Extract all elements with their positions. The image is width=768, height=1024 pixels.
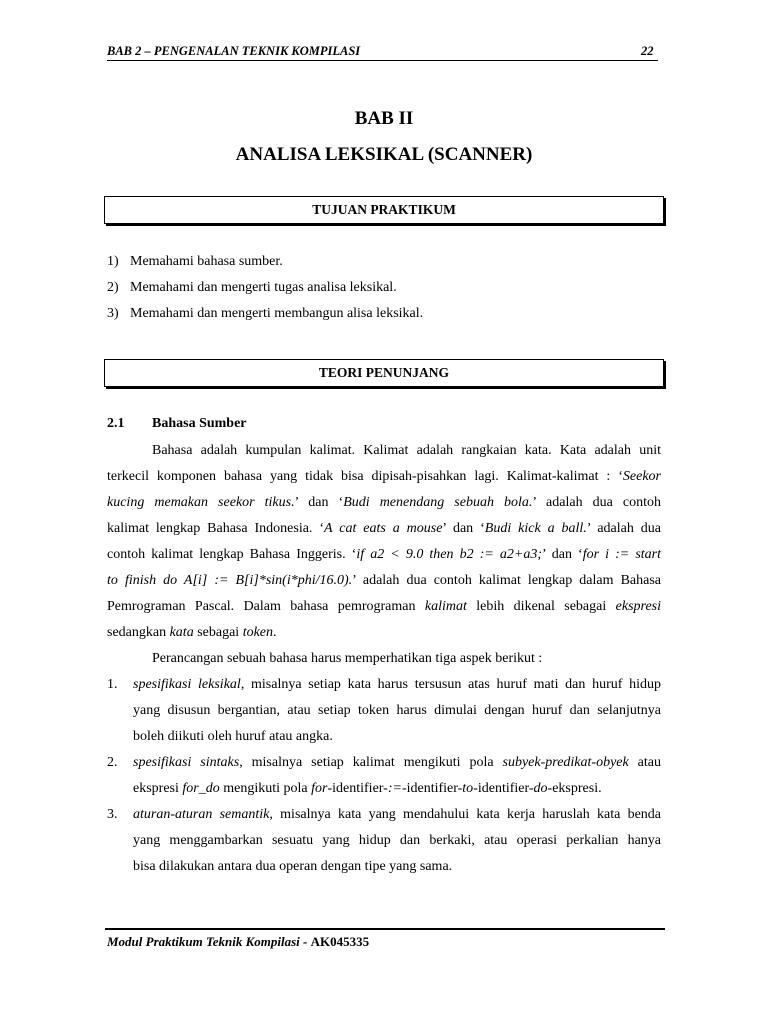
objective-item: [107, 306, 423, 322]
paragraph-line: terkecil komponen bahasa yang tidak bisa dipisah-pisahkan lagi. Kalimat-kalimat : ‘Seekor: [107, 469, 661, 484]
paragraph-line: Pemrograman Pascal. Dalam bahasa pemrograman kalimat lebih dikenal sebagai ekspresi: [107, 599, 662, 614]
paragraph-line: to finish do A[i] := B[i]*sin(i*phi/16.0).’ adalah dua contoh kalimat lengkap dalam Bahasa: [107, 573, 661, 588]
aspect-line: spesifikasi leksikal, misalnya setiap kata harus tersusun atas huruf mati dan huruf hidup: [133, 677, 662, 692]
teori-penunjang-heading: TEORI PENUNJANG: [318, 365, 450, 380]
aspect-number: 1.: [107, 677, 118, 692]
aspect-line: ekspresi for_do mengikuti pola for-identifier-:=-identifier-to-identifier-do-ekspresi.: [133, 781, 602, 796]
objective-text: Memahami bahasa sumber.: [130, 254, 283, 269]
objective-number: 1): [107, 254, 119, 269]
objective-number: 3): [107, 306, 119, 321]
aspect-list: [107, 672, 661, 880]
chapter-number: BAB II: [354, 108, 414, 129]
running-header-chapter: BAB 2 – PENGENALAN TEKNIK KOMPILASI: [107, 44, 361, 58]
footer-code: AK045335: [310, 934, 370, 949]
aspect-line: boleh diikuti oleh huruf atau angka.: [133, 729, 333, 744]
aspect-line: spesifikasi sintaks, misalnya setiap kalimat mengikuti pola subyek-predikat-obyek atau: [133, 755, 661, 770]
header-rule: [107, 60, 658, 61]
paragraph-line: kalimat lengkap Bahasa Indonesia. ‘A cat eats a mouse’ dan ‘Budi kick a ball.’ adalah dua: [107, 521, 661, 536]
objective-item: [107, 254, 283, 270]
footer-rule: [105, 928, 665, 930]
aspect-line: bisa dilakukan antara dua operan dengan tipe yang sama.: [133, 859, 453, 874]
chapter-title: ANALISA LEKSIKAL (SCANNER): [235, 144, 533, 165]
aspect-line: yang menggambarkan sesuatu yang hidup dan berkaki, atau operasi perkalian hanya: [133, 833, 661, 848]
teori-penunjang-box: [104, 359, 664, 387]
aspect-item-sintaks: [107, 750, 661, 802]
paragraph-line: contoh kalimat lengkap Bahasa Inggeris. ‘if a2 < 9.0 then b2 := a2+a3;’ dan ‘for i := start: [107, 547, 661, 562]
tujuan-praktikum-box: [104, 196, 664, 224]
page-number: 22: [641, 44, 654, 58]
paragraph-bahasa-sumber: [107, 438, 661, 672]
aspect-number: 3.: [107, 807, 118, 822]
objective-text: Memahami dan mengerti membangun alisa leksikal.: [130, 306, 424, 321]
paragraph-line: Bahasa adalah kumpulan kalimat. Kalimat adalah rangkaian kata. Kata adalah unit: [152, 443, 661, 458]
aspect-item-semantik: [107, 802, 661, 880]
objective-number: 2): [107, 280, 119, 295]
tujuan-praktikum-heading: TUJUAN PRAKTIKUM: [312, 202, 456, 217]
objective-text: Memahami dan mengerti tugas analisa leksikal.: [130, 280, 397, 295]
running-footer: [107, 934, 369, 950]
aspect-number: 2.: [107, 755, 118, 770]
paragraph-line: kucing memakan seekor tikus.’ dan ‘Budi menendang sebuah bola.’ adalah dua contoh: [107, 495, 662, 510]
section-title: Bahasa Sumber: [152, 416, 247, 431]
paragraph-line: Perancangan sebuah bahasa harus memperhatikan tiga aspek berikut :: [152, 651, 543, 666]
aspect-line: aturan-aturan semantik, misalnya kata yang mendahului kata kerja haruslah kata benda: [133, 807, 661, 822]
paragraph-line: sedangkan kata sebagai token.: [107, 625, 277, 640]
section-number: 2.1: [107, 416, 125, 431]
aspect-item-leksikal: [107, 672, 661, 750]
footer-title: Modul Praktikum Teknik Kompilasi -: [107, 934, 311, 949]
objective-item: [107, 280, 397, 296]
aspect-line: yang disusun bergantian, atau setiap token harus dimulai dengan huruf dan selanjutnya: [133, 703, 661, 718]
